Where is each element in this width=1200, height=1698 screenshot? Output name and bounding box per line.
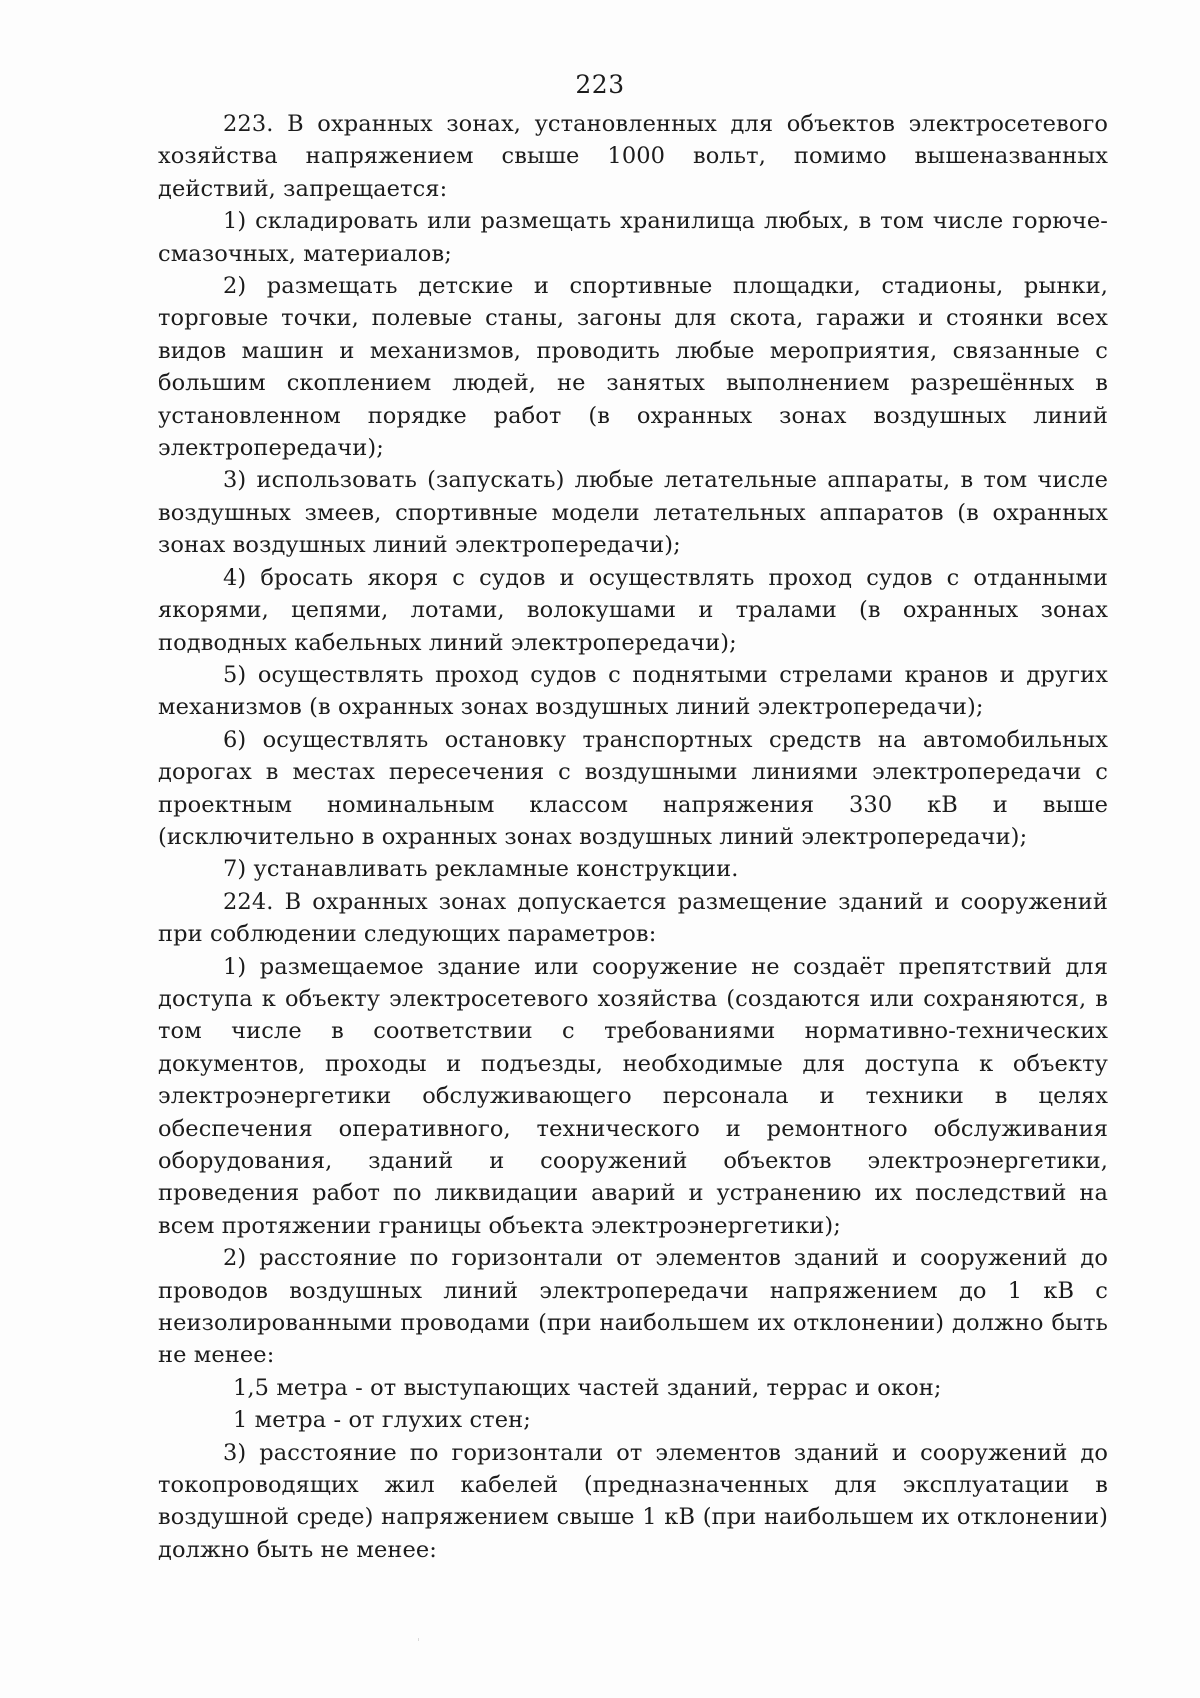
page-number: 223: [575, 70, 625, 99]
list-item-223-7: 7) устанавливать рекламные конструкции.: [223, 856, 739, 883]
list-item-223-6: 6) осуществлять остановку транспортных средств на автомобильных дорогах в местах пересечения с воздушными линиями электропередачи с проектным номинальным классом напряжения 330 кВ и выше (исключительно в охранных зонах воздушных линий электропередачи);: [158, 726, 1108, 850]
distance-line-1: 1,5 метра - от выступающих частей зданий, террас и окон;: [233, 1374, 942, 1401]
list-item-223-1: 1) складировать или размещать хранилища любых, в том числе горюче-смазочных, материалов;: [158, 208, 1108, 267]
paragraph-223: 223. В охранных зонах, установленных для объектов электросетевого хозяйства напряжением свыше 1000 вольт, помимо вышеназванных действий, запрещается:: [158, 111, 1108, 202]
list-item-224-1: 1) размещаемое здание или сооружение не создаёт препятствий для доступа к объекту электросетевого хозяйства (создаются или сохраняются, в том числе в соответствии с требованиями нормативно-технических документов, проходы и подъезды, необходимые для доступа к объекту электроэнергетики обслуживающего персонала и техники в целях обеспечения оперативного, технического и ремонтного обслуживания оборудования, зданий и сооружений объектов электроэнергетики, проведения работ по ликвидации аварий и устранению их последствий на всем протяжении границы объекта электроэнергетики);: [158, 953, 1108, 1239]
document-body: [158, 108, 1108, 1566]
list-item-223-4: 4) бросать якоря с судов и осуществлять проход судов с отданными якорями, цепями, лотами, волокушами и тралами (в охранных зонах подводных кабельных линий электропередачи);: [158, 564, 1108, 656]
list-item-223-2: 2) размещать детские и спортивные площадки, стадионы, рынки, торговые точки, полевые станы, загоны для скота, гаражи и стоянки всех видов машин и механизмов, проводить любые мероприятия, связанные с большим скоплением людей, не занятых выполнением разрешённых в установленном порядке работ (в охранных зонах воздушных линий электропередачи);: [158, 273, 1108, 462]
list-item-224-3: 3) расстояние по горизонтали от элементов зданий и сооружений до токопроводящих жил кабелей (предназначенных для эксплуатации в воздушной среде) напряжением свыше 1 кВ (при наибольшем их отклонении) должно быть не менее:: [158, 1439, 1108, 1563]
distance-line-2: 1 метра - от глухих стен;: [233, 1407, 531, 1434]
scan-speck: [418, 1638, 419, 1641]
list-item-223-3: 3) использовать (запускать) любые летательные аппараты, в том числе воздушных змеев, спортивные модели летательных аппаратов (в охранных зонах воздушных линий электропередачи);: [158, 467, 1108, 559]
list-item-223-5: 5) осуществлять проход судов с поднятыми стрелами кранов и других механизмов (в охранных зонах воздушных линий электропередачи);: [158, 661, 1108, 721]
list-item-224-2: 2) расстояние по горизонтали от элементов зданий и сооружений до проводов воздушных линий электропередачи напряжением до 1 кВ с неизолированными проводами (при наибольшем их отклонении) должно быть не менее:: [158, 1245, 1108, 1369]
paragraph-224: 224. В охранных зонах допускается размещение зданий и сооружений при соблюдении следующих параметров:: [158, 888, 1108, 948]
